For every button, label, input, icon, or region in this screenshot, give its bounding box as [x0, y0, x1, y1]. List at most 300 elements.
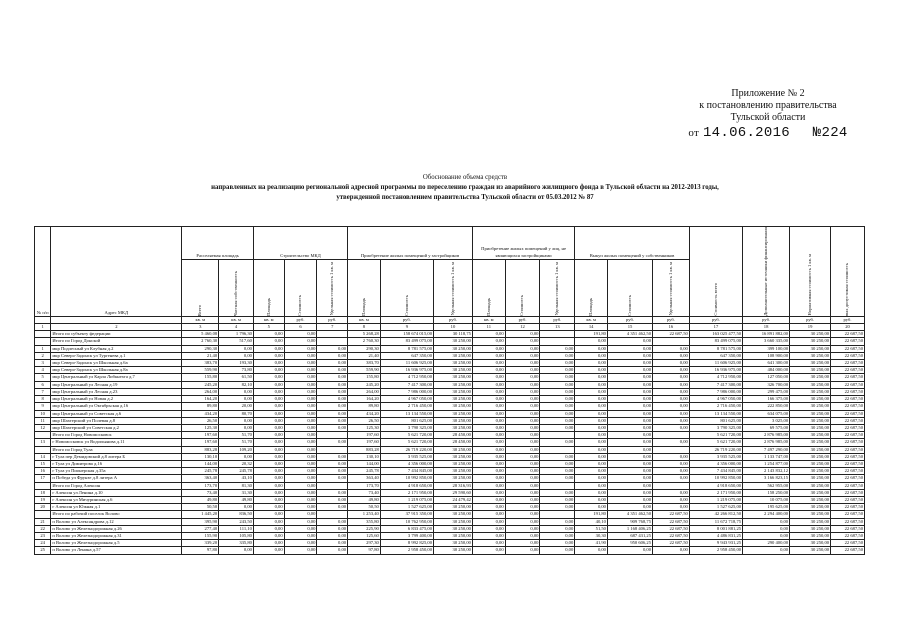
table-cell: 0,00	[607, 504, 652, 511]
table-cell: 0,00	[607, 424, 652, 431]
table-cell: 290,30	[348, 345, 381, 352]
table-cell: 0,00	[653, 468, 690, 475]
group-build-header: Строительство МКД	[253, 227, 347, 260]
table-cell: 0,00	[472, 475, 505, 482]
table-cell: 0,00	[540, 381, 575, 388]
table-cell: 0,00	[607, 352, 652, 359]
table-cell	[540, 338, 575, 345]
table-cell: 0,00	[575, 489, 608, 496]
table-cell: 3 799 400,00	[380, 532, 433, 539]
table-cell: 0,00	[653, 439, 690, 446]
table-cell: 0,00	[607, 396, 652, 403]
table-cell: 0,00	[253, 417, 284, 424]
table-cell: 0,00	[284, 403, 317, 410]
table-cell: 0,00	[607, 381, 652, 388]
table-cell: 0,00	[284, 547, 317, 554]
table-cell: 0,00	[540, 525, 575, 532]
table-cell: 245,78	[219, 468, 254, 475]
table-cell: 7 417 300,00	[380, 381, 433, 388]
table-cell: 264,00	[182, 388, 219, 395]
table-cell: 28 316,93	[434, 482, 473, 489]
row-number: 9	[35, 403, 51, 410]
table-cell: 26 719 220,00	[380, 446, 433, 453]
table-cell: 30 250,00	[434, 424, 473, 431]
table-cell: 0,00	[284, 410, 317, 417]
table-cell: 22 687,50	[831, 424, 865, 431]
row-number: 25	[35, 547, 51, 554]
table-cell: 355,80	[348, 518, 381, 525]
table-cell: 97,80	[348, 547, 381, 554]
table-cell: 245,78	[182, 468, 219, 475]
table-cell: 158 250,00	[743, 489, 790, 496]
table-cell: 0,00	[505, 468, 540, 475]
table-cell: 7 434 845,00	[689, 468, 742, 475]
table-cell	[317, 446, 348, 453]
table-cell: 26 719 220,00	[689, 446, 742, 453]
row-number: 5	[35, 374, 51, 381]
table-row	[35, 345, 865, 352]
table-cell: 1 133 747,00	[743, 453, 790, 460]
table-row	[35, 475, 865, 482]
table-cell: 197,60	[348, 432, 381, 439]
table-cell: 130,10	[348, 453, 381, 460]
table-cell: 2 876 985,00	[743, 439, 790, 446]
row-number: 20	[35, 504, 51, 511]
table-cell: 0,00	[653, 396, 690, 403]
row-number	[35, 511, 51, 518]
table-cell: 22 687,50	[831, 439, 865, 446]
table-cell: 0,00	[253, 374, 284, 381]
table-cell: 0,00	[540, 424, 575, 431]
col-build-cost-header: Стоимость	[284, 259, 317, 316]
table-cell: 277,40	[182, 525, 219, 532]
table-cell: 0,00	[505, 374, 540, 381]
table-cell: 0,00	[317, 489, 348, 496]
table-cell: 0,00	[317, 547, 348, 554]
row-number: 19	[35, 496, 51, 503]
table-cell: 30 250,00	[434, 345, 473, 352]
table-cell: 22 687,50	[831, 525, 865, 532]
table-cell: 30 250,00	[790, 511, 831, 518]
table-cell: 0,00	[253, 446, 284, 453]
table-cell: 0,00	[253, 388, 284, 395]
col-private-header: Частная собственность	[219, 259, 254, 316]
row-address: г Новомосковск ул Водопьянова д.11	[51, 439, 182, 446]
table-cell: 363,40	[348, 475, 381, 482]
table-cell: 69 575,00	[743, 424, 790, 431]
row-number: 2	[35, 352, 51, 359]
table-cell: 30 250,00	[434, 547, 473, 554]
table-cell: 0,00	[540, 352, 575, 359]
table-cell: 30 250,00	[790, 417, 831, 424]
col-buy-unit-header: Удельная стоимость 1 кв. м	[434, 259, 473, 316]
row-address: мкр Центральный ул Новая д.2	[51, 396, 182, 403]
table-cell: 0,00	[284, 367, 317, 374]
col-redeem-unit-header: Удельная стоимость 1 кв. м	[653, 259, 690, 316]
table-cell: 0,00	[540, 460, 575, 467]
column-number: 11	[472, 324, 505, 331]
group-buy2-header: Приобретение жилых помещений у лиц, не являющихся застройщиками	[472, 227, 574, 260]
table-cell: 50,50	[182, 504, 219, 511]
row-address: мкр Центральный ул Советская д.6	[51, 410, 182, 417]
table-row	[35, 532, 865, 539]
table-cell: 0,00	[317, 381, 348, 388]
table-cell: 30 250,00	[434, 360, 473, 367]
table-cell: 16 936 975,00	[380, 367, 433, 374]
table-cell: 0,00	[472, 345, 505, 352]
table-cell: 909 768,75	[607, 518, 652, 525]
table-cell: 297,30	[348, 540, 381, 547]
table-cell: 37 915 350,00	[380, 511, 433, 518]
table-cell: 22 687,50	[831, 410, 865, 417]
table-cell: 0,00	[472, 532, 505, 539]
table-cell: 264,00	[348, 388, 381, 395]
column-number: 7	[317, 324, 348, 331]
table-cell: 3 790 325,00	[380, 424, 433, 431]
table-cell: 22 687,50	[831, 468, 865, 475]
row-address: Итого по рабочий поселок Волово	[51, 511, 182, 518]
table-row	[35, 381, 865, 388]
row-address: мкр Центральный ул Лесная д.19	[51, 381, 182, 388]
table-cell: 0,00	[284, 460, 317, 467]
table-cell: 30 250,00	[790, 468, 831, 475]
row-number: 3	[35, 360, 51, 367]
table-cell: 30 250,00	[790, 403, 831, 410]
row-number: 15	[35, 460, 51, 467]
table-cell: 0,00	[284, 381, 317, 388]
table-cell: 0,00	[505, 446, 540, 453]
column-number: 20	[831, 324, 865, 331]
row-number: 21	[35, 518, 51, 525]
table-cell: 30 250,00	[790, 432, 831, 439]
table-row	[35, 540, 865, 547]
table-cell: 0,00	[317, 525, 348, 532]
table-cell: 0,00	[653, 345, 690, 352]
table-cell: 0,00	[505, 439, 540, 446]
table-cell: 30 250,00	[434, 352, 473, 359]
table-cell: 22 687,50	[831, 374, 865, 381]
row-address: г Алексин ул Мичуринская д.6	[51, 496, 182, 503]
row-address: мкр Центральный ул Карла Либкнехта д.7	[51, 374, 182, 381]
table-row	[35, 439, 865, 446]
table-cell: 0,00	[653, 374, 690, 381]
table-cell: 0,00	[540, 468, 575, 475]
row-number: 12	[35, 424, 51, 431]
subtotal-row	[35, 432, 865, 439]
table-cell: 0,00	[653, 381, 690, 388]
table-cell: 0,00	[253, 439, 284, 446]
col-buy2-area-header: Площадь	[472, 259, 505, 316]
table-cell: 0,00	[540, 453, 575, 460]
table-cell: 0,00	[253, 381, 284, 388]
table-cell	[317, 432, 348, 439]
appendix-header	[668, 88, 868, 141]
table-cell: 0,00	[472, 331, 505, 338]
table-cell: 10 992 850,00	[689, 475, 742, 482]
col-extra-header: Дополнительные источники финансирования	[743, 227, 790, 317]
table-cell: 51,70	[219, 439, 254, 446]
table-cell: 0,00	[317, 374, 348, 381]
table-cell: 3 025,00	[743, 417, 790, 424]
table-cell: 30 250,00	[434, 417, 473, 424]
table-cell: 29 590,60	[434, 489, 473, 496]
table-cell: 0,00	[607, 460, 652, 467]
table-cell: 0,00	[472, 525, 505, 532]
row-address: мкр Шахтерский ул Советская д.2	[51, 424, 182, 431]
row-address: мкр Северо-Задонск ул Тургенева д.1	[51, 352, 182, 359]
table-cell: 4 967 050,00	[380, 396, 433, 403]
row-address: мкр Северо-Задонск ул Школьная д.8а	[51, 367, 182, 374]
table-cell: 0,00	[575, 396, 608, 403]
row-address: мкр Центральный ул Лесная д.23	[51, 388, 182, 395]
table-cell: 0,00	[575, 338, 608, 345]
table-cell: 22 687,50	[831, 432, 865, 439]
table-row	[35, 403, 865, 410]
table-cell: 2 716 450,00	[689, 403, 742, 410]
table-cell: 0,00	[253, 540, 284, 547]
row-number: 8	[35, 396, 51, 403]
column-number: 9	[380, 324, 433, 331]
table-cell: 22 687,50	[831, 482, 865, 489]
table-cell: 559,90	[182, 367, 219, 374]
table-row	[35, 489, 865, 496]
table-cell: 0,00	[505, 504, 540, 511]
table-cell: 0,00	[284, 511, 317, 518]
table-cell: 4 486 831,25	[689, 532, 742, 539]
table-cell: 0,00	[505, 345, 540, 352]
table-cell: 22 687,50	[831, 367, 865, 374]
table-cell: 0,00	[219, 453, 254, 460]
table-cell: 0,00	[743, 532, 790, 539]
table-cell: 0,00	[505, 360, 540, 367]
table-cell: 0,00	[653, 496, 690, 503]
table-cell: 0,00	[317, 439, 348, 446]
table-cell: 8 001 881,25	[689, 525, 742, 532]
table-cell: 2 760,30	[182, 338, 219, 345]
table-cell: 290,30	[182, 345, 219, 352]
table-cell: 1 527 625,00	[689, 504, 742, 511]
table-cell	[653, 338, 690, 345]
table-cell: 299 475,00	[743, 388, 790, 395]
table-cell: 0,00	[575, 410, 608, 417]
row-address: г Алексин ул Южная д.1	[51, 504, 182, 511]
table-cell: 0,00	[575, 482, 608, 489]
table-row	[35, 468, 865, 475]
table-cell: 22 687,50	[653, 511, 690, 518]
table-cell: 0,00	[505, 547, 540, 554]
table-cell: 144,00	[348, 460, 381, 467]
table-cell: 2 876 985,00	[743, 432, 790, 439]
table-cell: 22 687,50	[831, 547, 865, 554]
table-cell: 0,00	[317, 468, 348, 475]
table-cell: 0,00	[253, 432, 284, 439]
table-cell: 10 075,00	[743, 496, 790, 503]
table-cell: 0,00	[317, 410, 348, 417]
table-cell: 0,00	[575, 439, 608, 446]
table-cell: 1 445,20	[182, 511, 219, 518]
funding-table	[34, 226, 865, 555]
table-cell: 0,00	[317, 345, 348, 352]
table-cell: 30 250,00	[434, 381, 473, 388]
table-cell: 0,00	[284, 338, 317, 345]
table-cell: 20,00	[219, 403, 254, 410]
table-cell: 0,00	[505, 532, 540, 539]
table-cell: 30 250,00	[434, 367, 473, 374]
table-cell: 517,60	[219, 338, 254, 345]
table-cell: 197,60	[182, 432, 219, 439]
row-number: 4	[35, 367, 51, 374]
table-cell: 0,00	[607, 388, 652, 395]
table-cell: 0,00	[505, 410, 540, 417]
table-cell: 3 660 335,00	[743, 338, 790, 345]
table-cell: 0,00	[253, 525, 284, 532]
table-cell	[317, 511, 348, 518]
table-cell: 0,00	[505, 381, 540, 388]
table-cell: 16 891 882,00	[743, 331, 790, 338]
table-cell: 30 250,00	[790, 547, 831, 554]
table-cell: 0,00	[653, 547, 690, 554]
table-cell	[540, 482, 575, 489]
col-buy2-cost-header: Стоимость	[505, 259, 540, 316]
table-cell: 5 621 720,00	[689, 432, 742, 439]
table-cell: 0,00	[575, 417, 608, 424]
table-cell: 11 606 925,00	[380, 360, 433, 367]
table-cell: 641 300,00	[743, 360, 790, 367]
table-cell: 0,00	[284, 432, 317, 439]
table-cell: 42 266 812,50	[689, 511, 742, 518]
table-cell: 2 958 450,00	[689, 547, 742, 554]
table-cell: 30 250,00	[790, 525, 831, 532]
table-cell: 30 250,00	[434, 475, 473, 482]
table-cell: 0,00	[540, 417, 575, 424]
table-cell: 0,00	[472, 396, 505, 403]
table-cell: 0,00	[505, 352, 540, 359]
table-cell: 0,00	[540, 360, 575, 367]
table-cell: 30 250,00	[434, 532, 473, 539]
table-cell: 0,00	[472, 381, 505, 388]
table-cell: 164,20	[182, 396, 219, 403]
table-cell: 30 250,00	[434, 388, 473, 395]
table-cell: 2 143 832,12	[743, 468, 790, 475]
table-cell: 0,00	[505, 367, 540, 374]
row-address: мкр Шахтерский ул Полевая д.8	[51, 417, 182, 424]
table-cell: 0,00	[317, 496, 348, 503]
table-cell: 0,00	[253, 496, 284, 503]
table-cell: 0,00	[317, 396, 348, 403]
table-cell: 0,00	[472, 439, 505, 446]
table-cell: 0,00	[472, 504, 505, 511]
table-cell: 647 350,00	[380, 352, 433, 359]
table-cell: 0,00	[253, 532, 284, 539]
table-cell: 11 672 718,75	[689, 518, 742, 525]
table-cell: 2 716 450,00	[380, 403, 433, 410]
table-cell: 0,00	[472, 388, 505, 395]
table-cell: 0,00	[253, 475, 284, 482]
table-cell: 89,80	[348, 403, 381, 410]
table-cell: 0,00	[505, 403, 540, 410]
row-address: г Тула ул Димитрова д.16	[51, 460, 182, 467]
table-cell: 89,80	[182, 403, 219, 410]
table-cell: 22 687,50	[831, 460, 865, 467]
table-cell: 26,50	[182, 417, 219, 424]
appendix-line-1: Приложение № 2	[731, 88, 805, 99]
table-cell: 0,00	[253, 396, 284, 403]
table-cell: 0,00	[653, 403, 690, 410]
table-cell: 0,00	[743, 547, 790, 554]
table-cell: 0,00	[219, 417, 254, 424]
row-address: Итого по Город Новомосковск	[51, 432, 182, 439]
subtotal-row	[35, 511, 865, 518]
table-cell: 125,30	[348, 424, 381, 431]
table-cell: 24 479,42	[434, 496, 473, 503]
column-numbers-row	[35, 324, 865, 331]
table-cell: 22 687,50	[831, 352, 865, 359]
table-cell: 173,70	[182, 482, 219, 489]
table-cell: 7 986 000,00	[689, 388, 742, 395]
subtotal-row	[35, 446, 865, 453]
table-cell: 191,80	[575, 511, 608, 518]
decree-date-line	[668, 125, 868, 141]
table-cell: 0,00	[540, 547, 575, 554]
row-number: 17	[35, 475, 51, 482]
table-cell: 191,80	[575, 331, 608, 338]
table-row	[35, 518, 865, 525]
column-number: 17	[689, 324, 742, 331]
table-cell: 51,50	[575, 525, 608, 532]
table-cell: 326 700,00	[743, 381, 790, 388]
group-area-header: Расселяемая площадь	[182, 227, 254, 260]
table-cell: 2 171 950,00	[689, 489, 742, 496]
table-cell: 0,00	[253, 468, 284, 475]
table-cell: 30 250,00	[790, 388, 831, 395]
table-cell: 0,00	[653, 475, 690, 482]
table-cell: 73,40	[348, 489, 381, 496]
table-row	[35, 410, 865, 417]
table-cell: 0,00	[505, 396, 540, 403]
table-cell: 0,00	[540, 496, 575, 503]
table-cell: 4 712 950,00	[380, 374, 433, 381]
table-cell: 0,00	[253, 345, 284, 352]
row-number: 11	[35, 417, 51, 424]
table-cell: 22 687,50	[831, 518, 865, 525]
table-cell: 30 250,00	[790, 504, 831, 511]
table-cell: 0,00	[575, 547, 608, 554]
table-cell: 0,00	[219, 388, 254, 395]
table-cell	[317, 331, 348, 338]
table-cell: 883,28	[348, 446, 381, 453]
table-cell: 1 527 625,00	[380, 504, 433, 511]
table-cell: 30 250,00	[790, 439, 831, 446]
table-cell: 30 250,00	[434, 540, 473, 547]
column-number: 16	[653, 324, 690, 331]
col-address-header: Адрес МКД	[51, 227, 182, 317]
table-cell: 30 250,00	[790, 360, 831, 367]
table-cell: 108 900,00	[743, 352, 790, 359]
column-number: 1	[35, 324, 51, 331]
column-number: 3	[182, 324, 219, 331]
table-cell: 30 250,00	[790, 424, 831, 431]
row-address: п Победа ул Фрунзе д.8 литера А	[51, 475, 182, 482]
table-cell: 0,00	[472, 360, 505, 367]
table-cell: 0,00	[575, 504, 608, 511]
table-cell: 0,00	[317, 403, 348, 410]
table-cell: 0,00	[317, 360, 348, 367]
table-cell	[653, 446, 690, 453]
table-cell: 0,00	[743, 525, 790, 532]
row-address: Итого по Город Тула	[51, 446, 182, 453]
table-cell: 4 351 462,50	[607, 331, 652, 338]
table-cell: 0,00	[607, 453, 652, 460]
